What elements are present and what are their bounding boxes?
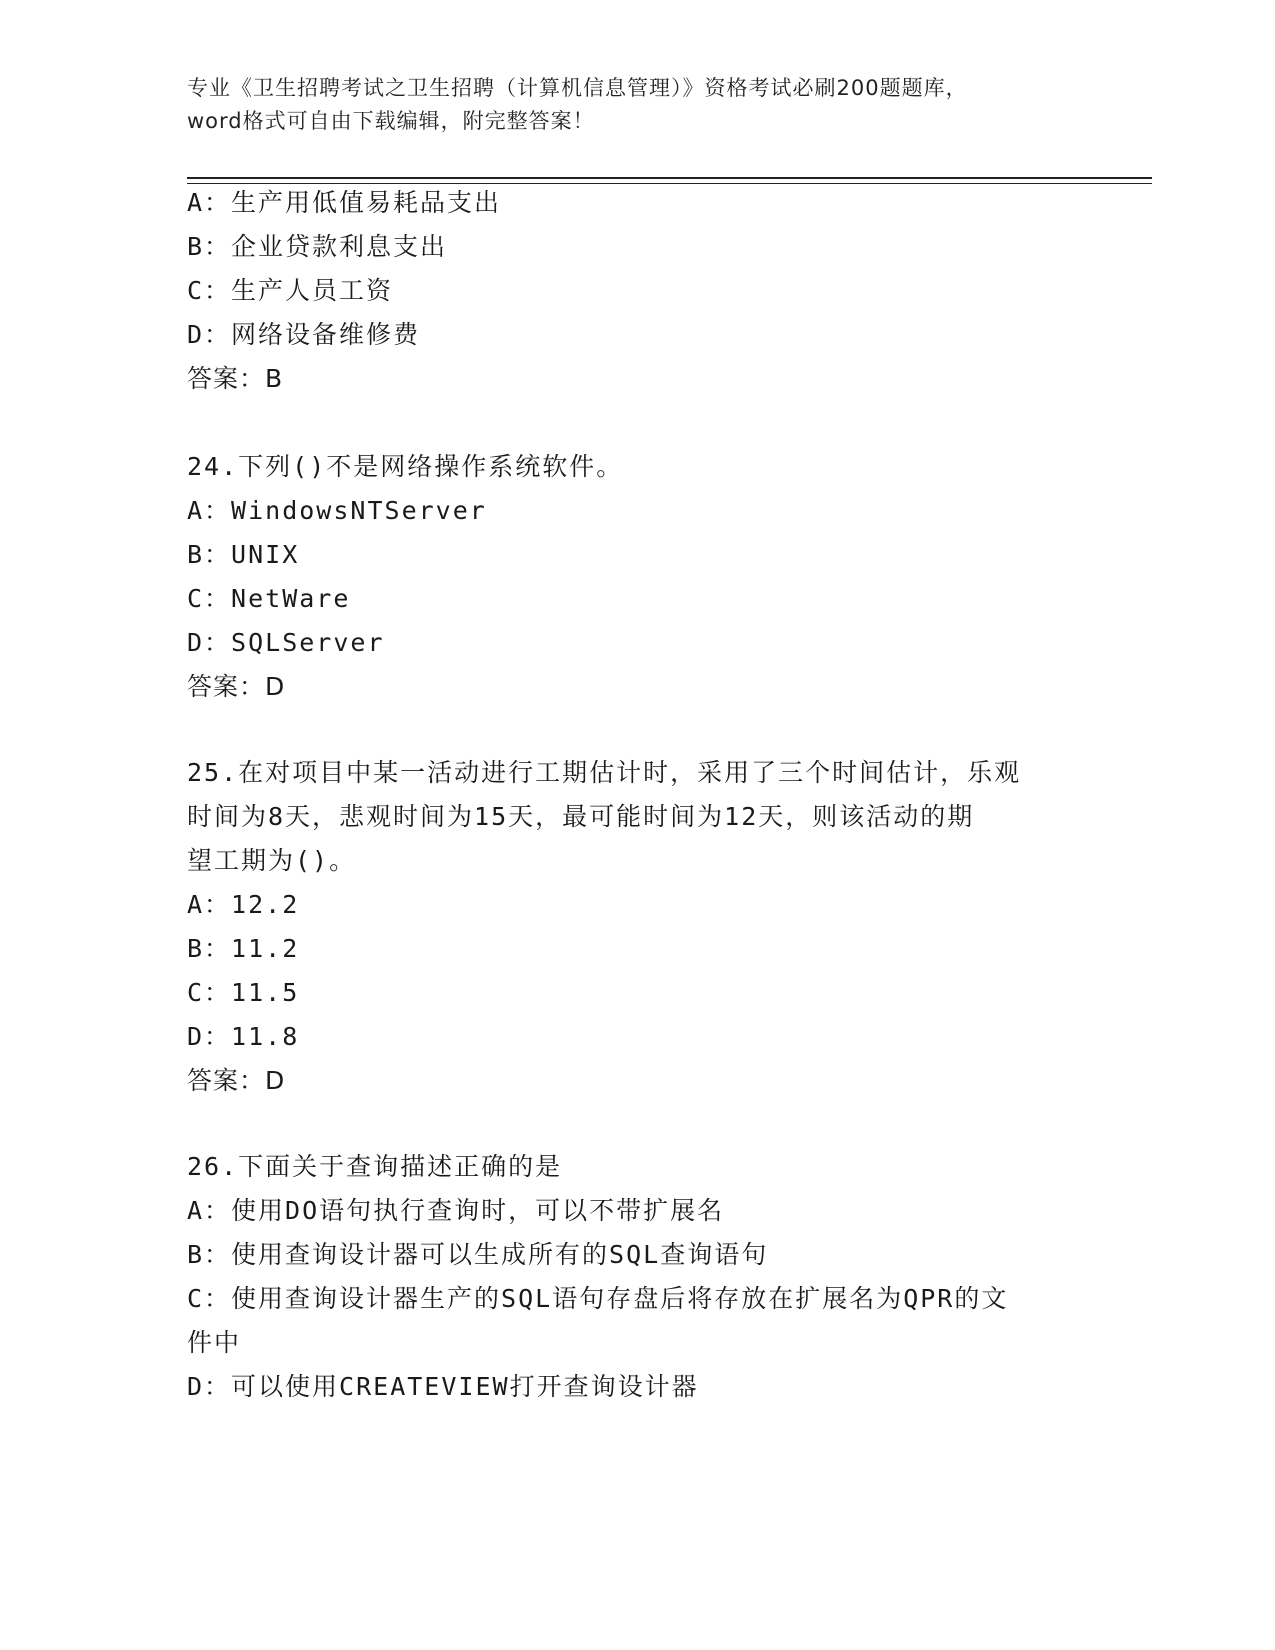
q25-question-line-3: 望工期为()。 (187, 846, 357, 875)
q26-option-d: D：可以使用CREATEVIEW打开查询设计器 (187, 1372, 699, 1401)
q24-option-a: A：WindowsNTServer (187, 496, 487, 525)
q26-option-c-continued: 件中 (187, 1328, 242, 1357)
q24-question: 24.下列()不是网络操作系统软件。 (187, 452, 624, 481)
q26-question: 26.下面关于查询描述正确的是 (187, 1152, 563, 1181)
header-divider-thin (187, 183, 1152, 184)
q25-question-line-2: 时间为8天，悲观时间为15天，最可能时间为12天，则该活动的期 (187, 802, 975, 831)
q26-option-b: B：使用查询设计器可以生成所有的SQL查询语句 (187, 1240, 769, 1269)
q24-answer: 答案：D (187, 672, 286, 701)
q25-answer: 答案：D (187, 1066, 286, 1095)
document-header (187, 72, 1087, 138)
q23-option-b: B：企业贷款利息支出 (187, 232, 448, 261)
q23-answer: 答案：B (187, 364, 284, 393)
q24-option-c: C：NetWare (187, 584, 351, 613)
q26-option-c: C：使用查询设计器生产的SQL语句存盘后将存放在扩展名为QPR的文 (187, 1284, 1009, 1313)
q23-option-d: D：网络设备维修费 (187, 320, 421, 349)
q25-question-line-1: 25.在对项目中某一活动进行工期估计时，采用了三个时间估计，乐观 (187, 758, 1022, 787)
q25-option-b: B：11.2 (187, 934, 300, 963)
q24-option-d: D：SQLServer (187, 628, 385, 657)
header-divider-thick (187, 177, 1152, 179)
q25-option-a: A：12.2 (187, 890, 300, 919)
q26-option-a: A：使用DO语句执行查询时，可以不带扩展名 (187, 1196, 725, 1225)
header-line-2: word格式可自由下载编辑，附完整答案！ (187, 109, 595, 133)
q23-option-a: A：生产用低值易耗品支出 (187, 188, 502, 217)
q25-option-d: D：11.8 (187, 1022, 300, 1051)
header-line-1: 专业《卫生招聘考试之卫生招聘（计算机信息管理）》资格考试必刷200题题库， (187, 76, 968, 100)
q25-option-c: C：11.5 (187, 978, 300, 1007)
q24-option-b: B：UNIX (187, 540, 300, 569)
q23-option-c: C：生产人员工资 (187, 276, 394, 305)
